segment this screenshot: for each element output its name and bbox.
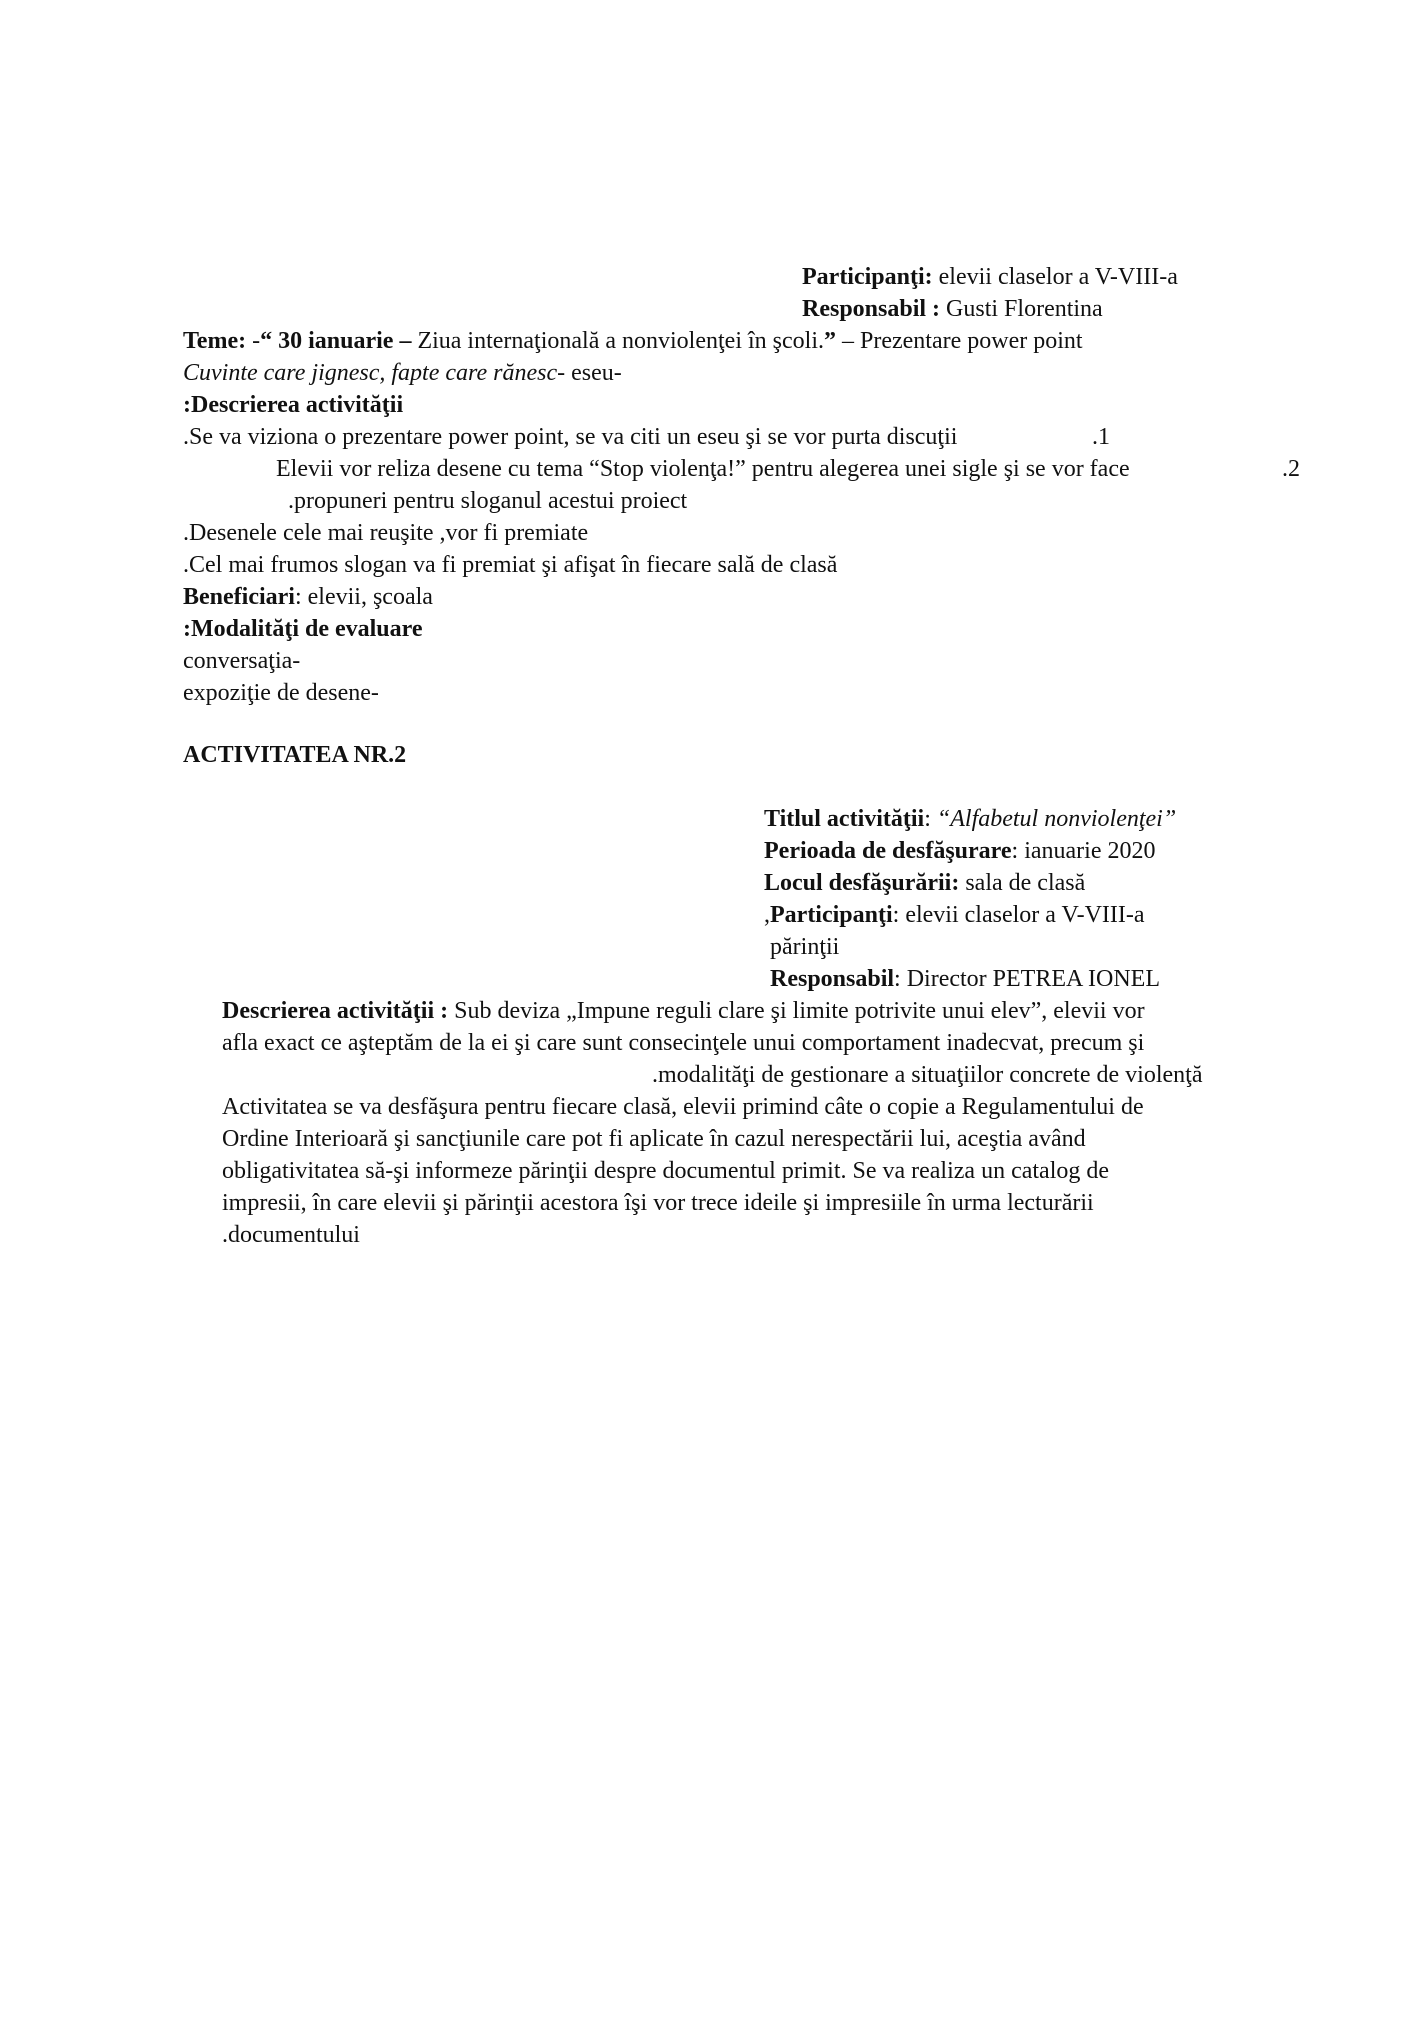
- responsabil-value: Gusti Florentina: [940, 296, 1103, 322]
- parintii-line: părinţii: [770, 934, 840, 960]
- participanti-value: elevii claselor a V-VIII-a: [932, 264, 1178, 290]
- paragraph-line-3: obligativitatea să-şi informeze părinţii despre documentul primit. Se va realiza un catalog de: [222, 1158, 1110, 1184]
- participanti-2-line: ,Participanţi: elevii claselor a V-VIII-a: [764, 902, 1145, 928]
- descriere-line-2: afla exact ce aşteptăm de la ei şi care sunt consecinţele unui comportament inadecvat, precum şi: [222, 1030, 1145, 1056]
- list-number-1: .1: [1092, 424, 1110, 450]
- participanti-line: [802, 262, 1178, 292]
- descriere-line-1: Descrierea activităţii : Sub deviza „Impune reguli clare şi limite potrivite unui elev”, elevii vor: [222, 998, 1145, 1024]
- locul-line: Locul desfăşurării: sala de clasă: [764, 870, 1086, 896]
- descriere-line-3: .modalităţi de gestionare a situaţiilor concrete de violenţă: [652, 1062, 1203, 1088]
- paragraph-line-1: Activitatea se va desfăşura pentru fiecare clasă, elevii primind câte o copie a Regulamentului de: [222, 1094, 1144, 1120]
- teme-line: Teme: -“ 30 ianuarie – Ziua internaţională a nonviolenţei în şcoli.” – Prezentare power point: [183, 328, 1083, 354]
- list-number-2: .2: [1282, 456, 1300, 482]
- slogan-line: .Cel mai frumos slogan va fi premiat şi afişat în fiecare sală de clasă: [183, 552, 838, 578]
- paragraph-line-5: .documentului: [222, 1222, 360, 1248]
- eseu-line: Cuvinte care jignesc, fapte care rănesc- eseu-: [183, 360, 622, 386]
- eseu-title: Cuvinte care jignesc, fapte care rănesc: [183, 360, 558, 386]
- paragraph-line-2: Ordine Interioară şi sancţiunile care pot fi aplicate în cazul nerespectării lui, aceştia având: [222, 1126, 1086, 1152]
- participanti-label: Participanţi:: [802, 264, 933, 290]
- activity-2-heading: ACTIVITATEA NR.2: [183, 742, 407, 768]
- modalitati-heading: :Modalităţi de evaluare: [183, 616, 423, 642]
- responsabil-2-line: Responsabil: Director PETREA IONEL: [770, 966, 1160, 992]
- descrierea-heading: :Descrierea activităţii: [183, 392, 404, 418]
- responsabil-line: [802, 294, 1103, 324]
- eval-item-2: expoziţie de desene-: [183, 680, 379, 706]
- paragraph-line-4: impresii, în care elevii şi părinţii acestora îşi vor trece ideile şi impresiile în urma lecturării: [222, 1190, 1094, 1216]
- desenele-line: .Desenele cele mai reuşite ,vor fi premiate: [183, 520, 589, 546]
- perioada-line: Perioada de desfăşurare: ianuarie 2020: [764, 838, 1156, 864]
- teme-label: Teme:: [183, 328, 247, 354]
- list-item-2-continued: .propuneri pentru sloganul acestui proiect: [288, 488, 688, 514]
- beneficiari-line: Beneficiari: elevii, şcoala: [183, 584, 433, 610]
- responsabil-label: Responsabil :: [802, 296, 941, 322]
- eval-item-1: conversaţia-: [183, 648, 301, 674]
- list-item-1: .Se va viziona o prezentare power point, se va citi un eseu şi se vor purta discuţii: [183, 424, 958, 450]
- list-item-2: Elevii vor reliza desene cu tema “Stop violenţa!” pentru alegerea unei sigle şi se vor face: [276, 456, 1130, 482]
- titlul-line: Titlul activităţii: “Alfabetul nonviolenţei”: [764, 806, 1177, 832]
